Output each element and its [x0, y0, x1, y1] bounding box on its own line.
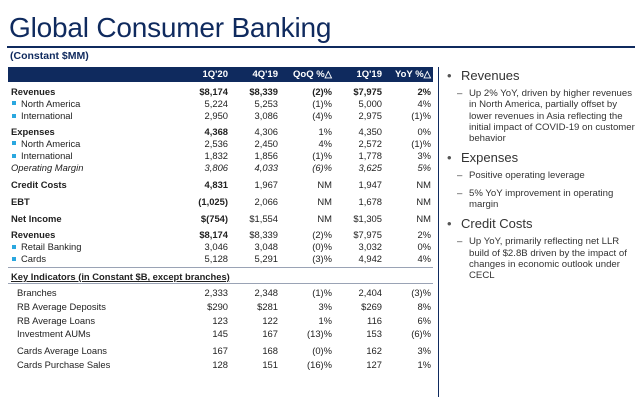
commentary-heading-expenses: [447, 150, 635, 165]
row-value: $281: [257, 301, 278, 312]
square-bullet-icon: [12, 154, 16, 158]
row-value: 122: [262, 314, 278, 326]
row-value: 127: [366, 358, 382, 370]
row-value: 2,066: [254, 195, 278, 207]
row-label: Expenses: [11, 125, 55, 137]
row-value: 3%: [417, 345, 431, 357]
row-value: 162: [366, 345, 382, 357]
row-label: Net Income: [11, 212, 62, 224]
row-value: 3%: [318, 301, 332, 312]
commentary-heading-revenues: [447, 68, 635, 83]
commentary-text: Up YoY, primarily reflecting net LLR build of $2.8B driven by the impact of changes in economic outlook under CECL: [469, 236, 627, 282]
table-header: [8, 67, 433, 82]
row-value: 1%: [417, 358, 431, 370]
row-value: $(754): [200, 212, 228, 224]
row-value: 5,224: [204, 97, 228, 109]
column-divider: [438, 67, 439, 397]
table-row: [8, 177, 433, 191]
row-value: 3,806: [204, 162, 228, 174]
row-label: RB Average Loans: [17, 314, 96, 326]
row-value: (6)%: [312, 162, 332, 174]
row-value: $1,554: [249, 212, 278, 224]
commentary-text: Up 2% YoY, driven by higher revenues in North America, partially offset by lower revenues in Asia reflecting the initial impact of COVID-19 on customer behavior: [469, 88, 635, 145]
row-label: Credit Costs: [11, 178, 67, 190]
row-value: 5,253: [254, 97, 278, 109]
square-bullet-icon: [12, 101, 16, 105]
row-value: 2,348: [254, 287, 278, 299]
table-row: [8, 240, 433, 252]
row-value: 2%: [417, 228, 431, 240]
row-value: 116: [367, 314, 382, 326]
row-value: 1%: [318, 314, 332, 326]
col-header-1q19: 1Q'19: [356, 69, 382, 80]
row-value: 5,128: [204, 253, 228, 265]
row-value: 6%: [417, 314, 431, 326]
square-bullet-icon: [12, 141, 16, 145]
commentary-panel: [447, 68, 635, 288]
row-value: (16)%: [306, 358, 332, 370]
bullet-dot-icon: •: [447, 68, 452, 83]
page-title: Global Consumer Banking: [9, 12, 332, 43]
row-value: 167: [262, 328, 278, 340]
row-value: 4%: [318, 137, 332, 149]
row-value: (13)%: [306, 328, 332, 340]
row-value: 4,831: [204, 178, 228, 190]
commentary-text: Positive operating leverage: [469, 170, 585, 182]
row-value: 0%: [417, 125, 431, 137]
row-value: 4,350: [358, 125, 382, 137]
row-label: International: [21, 150, 73, 162]
row-value: (1)%: [411, 137, 431, 149]
row-value: 4%: [417, 97, 431, 109]
row-value: NM: [416, 178, 431, 190]
square-bullet-icon: [12, 257, 16, 261]
row-value: $1,305: [353, 212, 382, 224]
row-value: 4,306: [254, 125, 278, 137]
col-header-yoy: YoY %△: [395, 69, 431, 80]
row-value: (1)%: [312, 287, 332, 299]
row-value: 1,832: [204, 150, 228, 162]
row-value: 151: [262, 358, 278, 370]
dash-icon: –: [457, 170, 463, 182]
row-value: 1,778: [358, 150, 382, 162]
row-value: 2,950: [204, 110, 228, 122]
row-value: 3%: [417, 150, 431, 162]
commentary-heading: Credit Costs: [461, 216, 533, 232]
row-value: 1,967: [254, 178, 278, 190]
row-value: $7,975: [353, 85, 382, 97]
table-row: [8, 162, 433, 174]
commentary-point: [447, 188, 635, 211]
row-value: $269: [361, 301, 382, 312]
section-divider: [8, 267, 433, 268]
row-value: $290: [207, 301, 228, 312]
row-value: (0)%: [312, 241, 332, 253]
table-row: [8, 228, 433, 240]
row-value: NM: [416, 195, 431, 207]
row-value: 5%: [417, 162, 431, 174]
col-header-4q19: 4Q'19: [252, 69, 278, 80]
commentary-point: [447, 88, 635, 144]
table-row: [8, 110, 433, 122]
row-value: $8,174: [199, 228, 228, 240]
section-divider: [8, 283, 433, 284]
row-value: (1)%: [411, 110, 431, 122]
col-header-qoq: QoQ %△: [293, 69, 332, 80]
table-row: [8, 125, 433, 137]
row-label: RB Average Deposits: [17, 301, 106, 312]
row-value: 3,032: [358, 241, 382, 253]
row-value: 2,404: [358, 287, 382, 299]
row-value: NM: [317, 178, 332, 190]
key-indicators-heading: Key Indicators (in Constant $B, except branches): [11, 270, 230, 282]
row-value: 5,291: [254, 253, 278, 265]
page-subtitle: (Constant $MM): [10, 50, 89, 62]
commentary-heading-credit-costs: [447, 216, 635, 231]
row-label: Revenues: [11, 228, 56, 240]
row-label: Cards: [21, 253, 47, 265]
row-value: 145: [212, 328, 228, 340]
table-row: [8, 357, 433, 371]
row-value: (1)%: [312, 150, 332, 162]
row-label: EBT: [11, 195, 30, 207]
row-label: International: [21, 110, 73, 122]
table-row: [8, 286, 433, 300]
row-value: (2)%: [312, 85, 332, 97]
square-bullet-icon: [12, 245, 16, 249]
row-value: 1%: [318, 125, 332, 137]
row-value: 1,947: [358, 178, 382, 190]
row-value: $7,975: [353, 228, 382, 240]
row-value: (0)%: [312, 345, 332, 357]
row-value: 3,048: [254, 241, 278, 253]
row-value: 4,368: [204, 125, 228, 137]
row-value: 168: [262, 345, 278, 357]
row-value: NM: [317, 212, 332, 224]
table-row: [8, 211, 433, 225]
row-value: $8,174: [199, 85, 228, 97]
row-label: Investment AUMs: [17, 328, 91, 340]
row-value: 3,086: [254, 110, 278, 122]
dash-icon: –: [457, 187, 463, 199]
table-row: [8, 85, 433, 97]
row-label: Cards Average Loans: [17, 345, 107, 357]
title-rule: [7, 46, 635, 48]
row-value: $8,339: [249, 228, 278, 240]
table-row: [8, 149, 433, 161]
table-row: [8, 313, 433, 327]
row-value: NM: [416, 212, 431, 224]
row-value: $8,339: [249, 85, 278, 97]
table-row: [8, 253, 433, 265]
row-value: 4,033: [254, 162, 278, 174]
table-row: [8, 97, 433, 109]
row-value: 123: [212, 314, 228, 326]
row-label: North America: [21, 97, 81, 109]
row-label: Cards Purchase Sales: [17, 358, 111, 370]
row-value: (1)%: [312, 97, 332, 109]
bullet-dot-icon: •: [447, 150, 452, 166]
financial-table: [8, 67, 433, 371]
row-value: 1,856: [254, 150, 278, 162]
row-label: North America: [21, 137, 81, 149]
table-row: [8, 300, 433, 314]
row-value: 0%: [417, 241, 431, 253]
dash-icon: –: [457, 88, 463, 99]
commentary-heading: Expenses: [461, 150, 519, 166]
row-value: 167: [212, 345, 228, 357]
table-row: [8, 344, 433, 358]
row-value: (1,025): [198, 195, 228, 207]
commentary-point: [447, 170, 635, 181]
row-label: Operating Margin: [11, 162, 84, 174]
bullet-dot-icon: •: [447, 216, 452, 232]
row-value: 4%: [417, 253, 431, 265]
row-value: NM: [317, 195, 332, 207]
square-bullet-icon: [12, 114, 16, 118]
row-value: 2,333: [204, 287, 228, 299]
row-value: (4)%: [312, 110, 332, 122]
row-value: 2%: [417, 85, 431, 97]
row-label: Retail Banking: [21, 241, 82, 253]
row-value: (6)%: [411, 328, 431, 340]
row-value: 153: [366, 328, 382, 340]
row-value: (2)%: [312, 228, 332, 240]
commentary-heading: Revenues: [461, 68, 520, 83]
table-row: [8, 327, 433, 341]
row-value: 128: [212, 358, 228, 370]
row-value: 2,572: [358, 137, 382, 149]
row-label: Revenues: [11, 85, 56, 97]
col-header-1q20: 1Q'20: [202, 69, 228, 80]
row-value: (3)%: [411, 287, 431, 299]
row-value: 2,975: [358, 110, 382, 122]
table-row: [8, 194, 433, 208]
row-value: 4,942: [358, 253, 382, 265]
row-value: 2,536: [204, 137, 228, 149]
row-value: (3)%: [312, 253, 332, 265]
row-value: 3,625: [358, 162, 382, 174]
row-value: 2,450: [254, 137, 278, 149]
row-value: 8%: [417, 301, 431, 312]
table-row: [8, 137, 433, 149]
commentary-point: [447, 236, 635, 281]
row-value: 3,046: [204, 241, 228, 253]
dash-icon: –: [457, 236, 463, 248]
commentary-text: 5% YoY improvement in operating margin: [469, 187, 614, 211]
row-value: 1,678: [358, 195, 382, 207]
row-label: Branches: [17, 287, 57, 299]
row-value: 5,000: [358, 97, 382, 109]
